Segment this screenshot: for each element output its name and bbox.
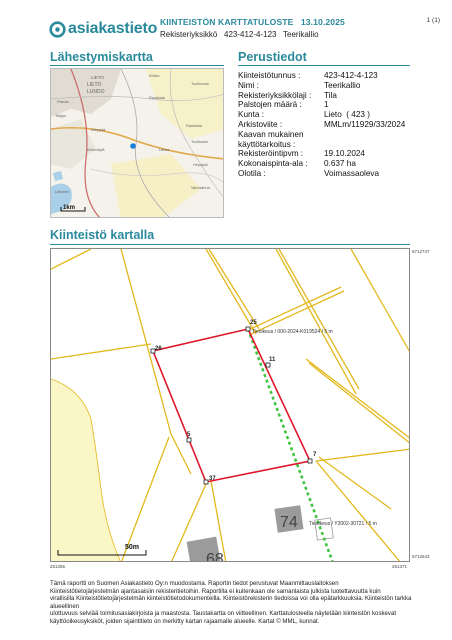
document-subtitle: Rekisteriyksikkö 423-412-4-123 Teerikallio	[160, 30, 319, 39]
detail-row	[238, 91, 405, 101]
coordinate-label: 251371	[392, 564, 408, 569]
detail-label: Olotila :	[238, 168, 266, 178]
detail-row	[238, 169, 405, 179]
property-map-graphic	[51, 249, 410, 562]
boundary-point-label: 11	[269, 357, 276, 363]
overview-label: Raukkala	[149, 96, 165, 100]
detail-label: Kokonaispinta-ala :	[238, 159, 308, 169]
brand-logo	[49, 20, 157, 38]
detail-label: Nimi :	[238, 80, 259, 90]
detail-row	[238, 159, 405, 169]
coordinate-label: 6712643	[412, 554, 430, 559]
detail-row	[238, 130, 405, 140]
detail-row	[238, 110, 405, 120]
detail-row	[238, 71, 405, 81]
detail-label: Palstojen määrä :	[238, 100, 302, 110]
footer-line: Tämä raportti on Suomen Asiakastieto Oy:n muodostama. Raportin tiedot perustuvat Maanmittauslaitoksen	[50, 580, 339, 587]
overview-label: Littoinen	[55, 190, 70, 194]
detail-label: käyttötarkoitus :	[238, 139, 296, 149]
building-number: 68	[206, 551, 224, 563]
footer-line: virallisilla Kiinteistötietojärjestelmän kiinteistötietodokumenteilla. Kiinteistörekisterin tiedoissa voi olla epätarkkuuksia. Kiinteistön tarkka alueellinen	[50, 595, 412, 610]
building-number: 74	[280, 514, 298, 531]
boundary-point-marker	[246, 327, 250, 331]
boundary-point-marker	[266, 363, 270, 367]
details-table	[238, 71, 405, 179]
detail-row	[238, 120, 405, 130]
overview-label: Pakola	[57, 100, 69, 104]
overview-map-title: Lähestymiskartta	[50, 50, 153, 64]
map-scale-label: 50m	[125, 544, 140, 551]
detail-value: 423-412-4-123	[324, 71, 378, 80]
overview-separator	[50, 65, 224, 66]
detail-label: Kiinteistötunnus :	[238, 71, 301, 80]
overview-label: Kärppää	[91, 128, 106, 132]
parcel-boundary	[153, 329, 310, 482]
footer-line: käyttöoikeusyksiköt, joiden sijaintitieto on merkitty kartan rajaamalle alueelle. Kartat © MML, kunnat.	[50, 617, 320, 625]
detail-value: Teerikallio	[324, 80, 361, 90]
overview-label: Tuulikoski	[191, 140, 208, 144]
overview-label: Ukura	[159, 148, 170, 152]
document-title: KIINTEISTÖN KARTTATULOSTE 13.10.2025	[160, 17, 345, 27]
overview-label: Raukkala	[186, 124, 202, 128]
property-map-title: Kiinteistö kartalla	[50, 228, 155, 242]
detail-value: 1	[324, 100, 329, 110]
boundary-point-label: 5	[187, 432, 191, 438]
coordinate-label: 6712747	[412, 249, 430, 254]
overview-map-graphic	[51, 69, 224, 218]
overview-label: Tuulinmaa	[191, 82, 209, 86]
detail-label: Kaavan mukainen	[238, 129, 304, 139]
disclaimer-footer	[50, 580, 412, 626]
easement-label: Tieoikeus / 000-2024-K019524 / 5 m	[252, 329, 333, 335]
overview-label: Talppu	[55, 114, 67, 118]
coordinate-label: 251266	[50, 564, 66, 569]
boundary-point-label: 25	[250, 320, 257, 326]
overview-label: Hepojoki	[193, 163, 208, 167]
boundary-point-label: 37	[209, 476, 216, 482]
detail-row	[238, 149, 405, 159]
details-separator	[238, 65, 410, 66]
footer-line: Kiinteistötietojärjestelmän ajantasaisiin rekisteritietoihin. Raportilla ei kuitenkaan ole samanlaista julkista luotettavuutta kuin	[50, 587, 381, 595]
detail-value: 0.637 ha	[324, 159, 356, 169]
detail-label: Arkistoviite :	[238, 119, 283, 129]
overview-label: Kirkonkylä	[87, 148, 105, 152]
property-location-marker	[130, 143, 136, 149]
overview-label: Kirkko	[149, 74, 160, 78]
detail-row	[238, 140, 405, 150]
property-map-separator	[50, 244, 410, 245]
boundary-point-label: 7	[313, 452, 317, 458]
easement-label: Tieoikeus / Y2002-30721 / 5 m	[309, 521, 377, 527]
overview-label: LIETO	[87, 82, 102, 88]
overview-label: LIETO	[91, 75, 104, 80]
footer-line: ulottuvuus selviää toimitusasiakirjoista ja maastosta. Taustakartta on viitteellinen. Karttatulosteella näytetään kiinteistön koskevat	[50, 610, 397, 618]
boundary-point-marker	[308, 459, 312, 463]
detail-label: Rekisteröintipvm :	[238, 149, 304, 159]
boundary-point-marker	[204, 480, 208, 484]
boundary-point-marker	[187, 438, 191, 442]
detail-value: Tila	[324, 90, 337, 100]
detail-row	[238, 81, 405, 91]
detail-label: Rekisteriyksikkölaji :	[238, 90, 312, 100]
overview-map	[50, 68, 224, 218]
overview-label: Vanhalinna	[191, 186, 210, 190]
overview-scale-label: 1km	[63, 205, 76, 211]
overview-label: LUNDO	[87, 89, 105, 95]
boundary-point-label: 26	[155, 346, 162, 352]
property-map	[50, 248, 410, 562]
detail-label: Kunta :	[238, 110, 264, 120]
detail-value: 19.10.2024	[324, 149, 365, 159]
detail-value: MMLm/11929/33/2024	[324, 119, 406, 129]
brand-name: asiakastieto	[68, 20, 158, 37]
detail-value: Voimassaoleva	[324, 168, 380, 178]
detail-row	[238, 100, 405, 110]
detail-value: Lieto ( 423 )	[324, 110, 370, 120]
location-pin-icon	[49, 21, 66, 38]
page-number: 1 (1)	[426, 17, 440, 24]
details-title: Perustiedot	[238, 50, 307, 64]
